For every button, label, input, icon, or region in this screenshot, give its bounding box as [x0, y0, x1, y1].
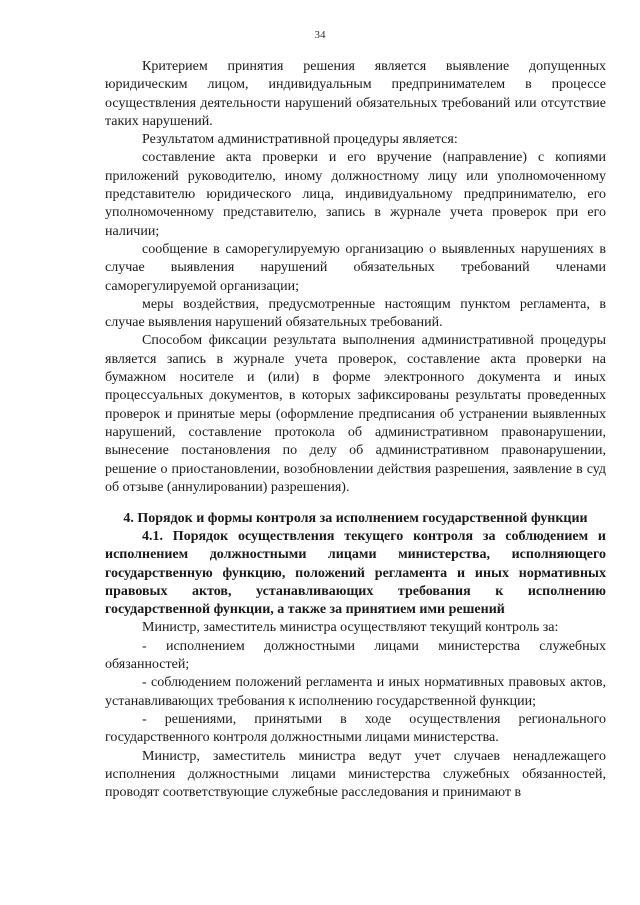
sro-notice-paragraph: сообщение в саморегулируемую организацию о выявленных нарушениях в случае выявления нарушений обязательных требований членами саморегулируемой организации; — [105, 241, 606, 294]
control-section — [105, 510, 606, 802]
subsection-4-1-heading: 4.1. Порядок осуществления текущего контроля за соблюдением и исполнением должностными лицами министерства, исполняющего государственную функцию, положений регламента и иных нормативных правовых актов, устанавливающих требования к исполнению государственной функции, а также за принятием ими решений — [105, 529, 606, 618]
bullet-regulations: - соблюдением положений регламента и иных нормативных правовых актов, устанавливающих требования к исполнению государственной функции; — [105, 675, 606, 709]
measures-paragraph: меры воздействия, предусмотренные настоящим пунктом регламента, в случае выявления нарушений обязательных требований. — [105, 296, 606, 331]
criterion-paragraph: Критерием принятия решения является выявление допущенных юридическим лицом, индивидуальным предпринимателем в процессе осуществления деятельности нарушений обязательных требований или отсутствие таких нарушений. — [105, 59, 606, 129]
act-compilation-paragraph: составление акта проверки и его вручение (направление) с копиями приложений руководителю, иному должностному лицу или уполномоченному представителю юридического лица, индивидуальному предпринимателю, его уполномоченному представителю, запись в журнале учета проверок при его наличии; — [105, 150, 606, 239]
results-section — [105, 58, 606, 497]
bullet-decisions: - решениями, принятыми в ходе осуществления регионального государственного контроля должностными лицами министерства. — [105, 711, 606, 746]
page-number: 34 — [314, 29, 326, 41]
control-intro-paragraph: Министр, заместитель министра осуществляют текущий контроль за: — [142, 620, 559, 636]
result-intro-paragraph: Результатом административной процедуры является: — [142, 132, 458, 148]
accounting-paragraph: Министр, заместитель министра ведут учет случаев ненадлежащего исполнения должностными лицами министерства служебных обязанностей, проводят соответствующие служебные расследования и принимают в — [105, 748, 606, 801]
bullet-duties: - исполнением должностными лицами министерства служебных обязанностей; — [105, 638, 606, 673]
section-4-heading: 4. Порядок и формы контроля за исполнением государственной функции — [123, 511, 588, 526]
fixation-method-paragraph: Способом фиксации результата выполнения административной процедуры является запись в журнале учета проверок, составление акта проверки на бумажном носителе и (или) в форме электронного документа и иных процессуальных документов, в которых зафиксированы результаты проведенных проверок и принятые меры (оформление предписания об устранении выявленных нарушений, составление протокола об административном правонарушении, вынесение постановления по делу об административном правонарушении, решение о приостановлении, возобновлении действия разрешения, заявление в суд об отзыве (аннулировании) разрешения). — [105, 333, 606, 495]
